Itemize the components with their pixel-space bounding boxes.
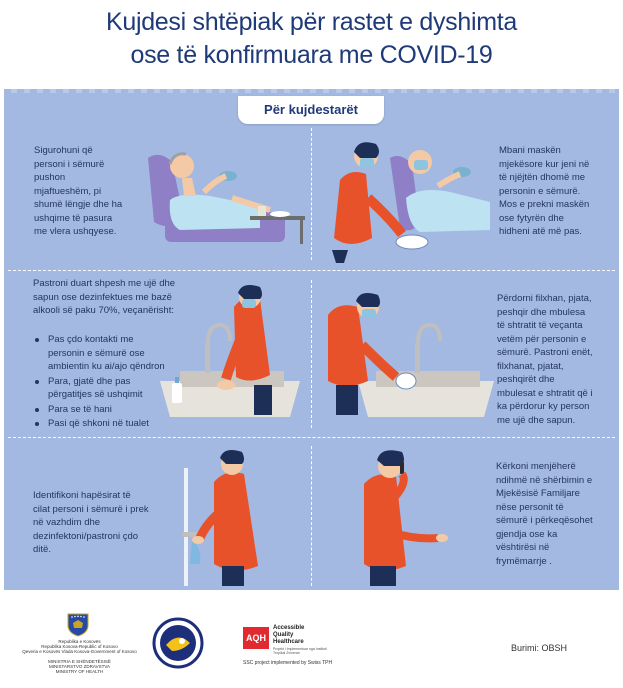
surfaces-text-line: cilat personi i sëmurë i prek (33, 503, 149, 515)
handwash-intro-line: sapun ose dezinfektues me bazë (33, 291, 172, 303)
sick-person-in-bed-illustration (140, 140, 310, 250)
title-line-2: ose të konfirmuara me COVID-19 (130, 41, 493, 69)
call-text-line: nëse personit të (496, 501, 564, 513)
aqh-name-line: Healthcare (273, 639, 304, 645)
aqh-logo-mark: AQH (243, 627, 269, 649)
disinfecting-door-handle-illustration (170, 448, 290, 586)
rest-text-line: ushqime të pasura (34, 212, 113, 224)
utensils-text-line: sëmurë. Pastroni enët, (497, 347, 593, 358)
utensils-text-line: peshqir dhe mbulesa (497, 306, 586, 318)
ministry-text-line: MINISTRIA E SHËNDETËSISË (48, 659, 111, 664)
call-text-line: gjendja ose ka (496, 528, 558, 540)
kosovo-coat-of-arms-icon (67, 613, 89, 637)
utensils-text-line: të shtratit të veçanta (497, 320, 583, 331)
rest-text-line: shumë lëngje dhe ha (34, 199, 123, 210)
surfaces-text-line: ditë. (33, 544, 51, 555)
call-text-line: Kërkoni menjëherë (496, 461, 576, 472)
utensils-text-line: peshqirët dhe (497, 374, 555, 385)
call-text-line: ndihmë në shërbimin e (496, 474, 593, 486)
utensils-text-line: vetëm për personin e (497, 333, 587, 345)
handwash-bullet-line: Para se të hani (48, 403, 112, 415)
institute-emblem-icon (152, 617, 204, 669)
ministry-text-line: Republika Kosova-Republic of Kosovo (41, 644, 118, 649)
aqh-logo-name (273, 625, 333, 646)
divider-col-1 (311, 128, 312, 260)
mask-text-line: mjekësore kur jeni në (499, 158, 590, 170)
ministry-text-line: Qeveria e Kosovës Vlada Kosova-Government of Kosovo (22, 649, 137, 654)
call-text-line: sëmurë i përkeqësohet (496, 515, 593, 526)
handwash-bullet-line: përgatitjes së ushqimit (48, 389, 143, 400)
rest-text-line: Sigurohuni që (34, 145, 93, 156)
surfaces-text-line: Identifikoni hapësirat të (33, 490, 131, 501)
call-text-line: frymëmarrje . (496, 555, 552, 567)
mask-text-line: Mos e prekni maskën (499, 199, 590, 210)
washing-dishes-illustration (318, 285, 498, 425)
mask-text-line: ose fytyrën dhe (499, 212, 564, 224)
call-text-line: vështirësi në (496, 542, 550, 553)
handwash-bullet-line: Pasi që shkoni në tualet (48, 418, 149, 429)
handwashing-illustration (150, 285, 310, 425)
surfaces-text-line: dezinfektoni/pastroni çdo (33, 530, 139, 542)
surfaces-text (33, 489, 173, 557)
handwash-intro-line: alkooli së paku 70%, veçanërisht: (33, 305, 174, 316)
rest-text-line: mjaftueshëm, pi (34, 185, 102, 197)
ministry-text-line: Republika e Kosovës (58, 639, 101, 644)
utensils-text-line: filxhanat, pjatat, (497, 360, 564, 372)
divider-row-2 (8, 437, 615, 438)
rest-text (34, 144, 154, 239)
call-text (496, 460, 614, 568)
surfaces-text-line: në vazhdim dhe (33, 517, 101, 528)
utensils-text-line: Përdorni filxhan, pjata, (497, 293, 592, 304)
ministry-text-line: MINISTARSTVO ZDRAVSTVA (48, 664, 110, 669)
handwash-bullet-line: ambientin ku ai/ajo qëndron (48, 361, 165, 372)
handwash-intro-line: Pastroni duart shpesh me ujë dhe (33, 278, 176, 289)
handwash-bullet-line: Para, gjatë dhe pas (48, 375, 131, 387)
caregivers-tab-label: Për kujdestarët (238, 96, 384, 124)
divider-row-1 (8, 270, 615, 271)
mask-text-line: personin e sëmurë. (499, 185, 581, 197)
aqh-name-line: Accessible (273, 625, 305, 631)
mask-text (499, 144, 614, 239)
mask-text-line: hidheni atë më pas. (499, 226, 582, 237)
aqh-ssc-caption: SSC project implemented by Swiss TPH (243, 660, 333, 666)
mask-text-line: Mbani maskën (499, 145, 561, 156)
caregiver-with-mask-illustration (320, 138, 500, 263)
ministry-of-health-text (22, 639, 137, 674)
rest-text-line: me vlera ushqyese. (34, 226, 117, 237)
handwash-bullet-line: personin e sëmurë ose (48, 347, 145, 359)
page-title (0, 6, 623, 72)
rest-text-line: pushon (34, 172, 66, 183)
ministry-text-line: MINISTRY OF HEALTH (55, 669, 104, 674)
utensils-text (497, 292, 615, 427)
utensils-text-line: ka përdorur ky person (497, 401, 590, 412)
utensils-text-line: me ujë dhe sapun. (497, 414, 576, 426)
divider-col-3 (311, 446, 312, 586)
mask-text-line: të njëjtën dhomë me (499, 172, 586, 183)
utensils-text-line: mbulesat e shtratit që i (497, 387, 593, 399)
call-text-line: Mjekësisë Familjare (496, 488, 580, 499)
handwash-bullet-line: Pas çdo kontakti me (48, 334, 134, 345)
divider-col-2 (311, 280, 312, 428)
aqh-logo-subtitle: Projekt i Implementuar nga Instituti Tropikal Zviceran (273, 647, 327, 655)
person-calling-doctor-illustration (350, 448, 460, 586)
rest-text-line: personi i sëmurë (34, 158, 105, 170)
title-line-1: Kujdesi shtëpiak për rastet e dyshimta (105, 8, 518, 36)
source-credit: Burimi: OBSH (511, 643, 568, 653)
aqh-name-line: Quality (273, 632, 294, 638)
